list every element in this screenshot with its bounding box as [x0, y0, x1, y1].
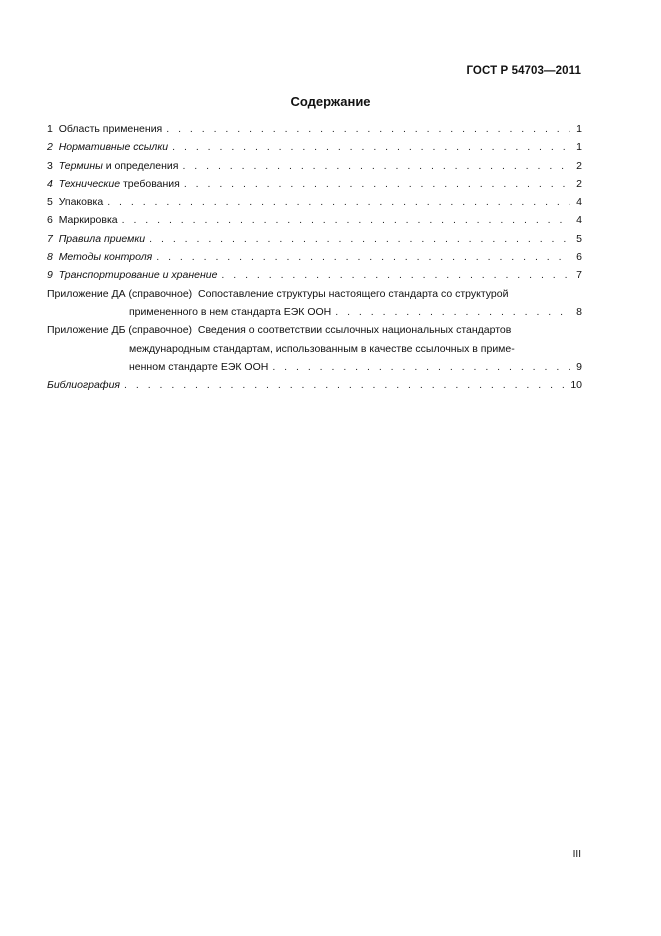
toc-item-number: 3 — [47, 159, 53, 172]
toc-item-number: 4 — [47, 177, 53, 190]
appendix-title-line2: примененного в нем стандарта ЕЭК ООН — [129, 305, 332, 318]
leader-dots — [156, 248, 570, 266]
toc-item-number: 9 — [47, 269, 53, 282]
toc-item-4[interactable] — [47, 175, 582, 193]
appendix-prefix: Приложение ДБ (справочное) — [47, 324, 193, 337]
toc-item-label: Методы контроля — [58, 251, 153, 264]
leader-dots — [149, 230, 570, 248]
toc-item-3[interactable] — [47, 157, 582, 175]
appendix-prefix: Приложение ДА (справочное) — [47, 287, 193, 300]
toc-item-9[interactable] — [47, 266, 582, 284]
toc-item-number: 6 — [47, 214, 53, 227]
leader-dots — [182, 157, 570, 175]
toc-item-page: 4 — [576, 196, 582, 209]
document-id-header: ГОСТ Р 54703—2011 — [466, 65, 581, 77]
page-title: Содержание — [290, 94, 371, 109]
toc-item-label-part-b: требования — [120, 177, 180, 190]
leader-dots — [107, 193, 570, 211]
toc-item-page: 6 — [576, 251, 582, 264]
toc-item-page: 5 — [576, 232, 582, 245]
toc-item-page: 1 — [576, 141, 582, 154]
toc-item-page: 8 — [576, 305, 582, 318]
toc-item-label: Область применения — [58, 123, 163, 135]
toc-appendix-da[interactable] — [47, 285, 582, 322]
toc-item-label-part-b: и определения — [102, 159, 179, 172]
toc-item-2[interactable] — [47, 138, 582, 156]
toc-item-7[interactable] — [47, 230, 582, 248]
toc-item-label-part-a: Технические — [58, 177, 121, 190]
toc-item-label-part-a: Термины — [58, 159, 103, 172]
toc-item-page: 1 — [576, 123, 582, 135]
toc-item-label: Упаковка — [58, 196, 104, 209]
leader-dots — [166, 120, 570, 138]
toc-item-page: 10 — [570, 379, 582, 392]
toc-appendix-db[interactable] — [47, 321, 582, 376]
toc-item-number: 8 — [47, 251, 53, 264]
appendix-title-line1: Сопоставление структуры настоящего стандарта со структурой — [198, 287, 509, 300]
leader-dots — [124, 376, 566, 394]
leader-dots — [335, 303, 570, 321]
toc-item-5[interactable] — [47, 193, 582, 211]
toc-item-page: 4 — [576, 214, 582, 227]
toc-item-1[interactable] — [47, 120, 582, 138]
toc-item-label: Нормативные ссылки — [58, 141, 169, 154]
appendix-title-line3: ненном стандарте ЕЭК ООН — [129, 360, 269, 373]
toc-item-label: Транспортирование и хранение — [58, 269, 218, 282]
appendix-title-line1: Сведения о соответствии ссылочных национальных стандартов — [197, 324, 512, 337]
table-of-contents — [47, 120, 582, 394]
leader-dots — [184, 175, 570, 193]
leader-dots — [172, 138, 570, 156]
appendix-title-line2: международным стандартам, использованным в качестве ссылочных в приме- — [129, 342, 515, 355]
toc-item-label: Правила приемки — [58, 232, 146, 245]
toc-item-number: 7 — [47, 232, 53, 245]
toc-item-number: 5 — [47, 196, 53, 209]
toc-item-number: 1 — [47, 123, 53, 135]
toc-item-label: Маркировка — [58, 214, 118, 227]
toc-item-label: Библиография — [47, 379, 121, 392]
leader-dots — [122, 211, 570, 229]
toc-item-bibliography[interactable] — [47, 376, 582, 394]
toc-item-page: 2 — [576, 177, 582, 190]
toc-item-6[interactable] — [47, 211, 582, 229]
toc-item-page: 2 — [576, 159, 582, 172]
toc-item-page: 9 — [576, 360, 582, 373]
toc-item-number: 2 — [47, 141, 53, 154]
page-number: III — [572, 849, 581, 860]
toc-item-page: 7 — [576, 269, 582, 282]
toc-item-8[interactable] — [47, 248, 582, 266]
leader-dots — [221, 266, 570, 284]
leader-dots — [272, 358, 570, 376]
